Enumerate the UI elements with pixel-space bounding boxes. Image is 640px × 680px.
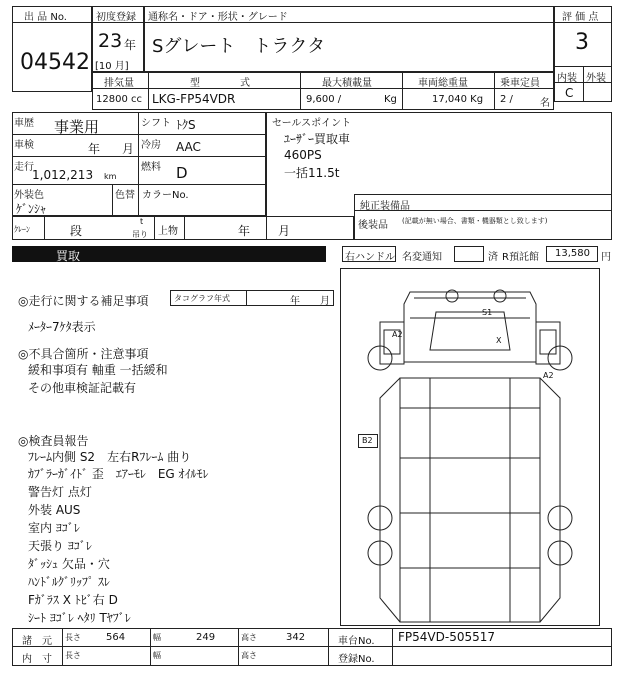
- crane-stage: 段: [70, 224, 83, 238]
- length-label: 長さ: [65, 633, 81, 642]
- purchase-label: 買取: [56, 249, 81, 263]
- height: 342: [286, 632, 306, 643]
- ac-value: AAC: [176, 140, 201, 154]
- model-code: LKG-FP54VDR: [152, 92, 236, 106]
- inspector-line-10: ｼｰﾄ ﾖｺﾞﾚ ﾍﾀﾘ Tﾔﾌﾞﾚ: [28, 611, 131, 625]
- displacement: 12800 cc: [96, 94, 142, 105]
- exterior-label: 外装: [586, 73, 606, 84]
- lot-no-label: 出 品 No.: [24, 12, 67, 23]
- inspector-line-3: 警告灯 点灯: [28, 485, 92, 499]
- color-value: ｹﾞﾝｼｬ: [16, 202, 47, 216]
- shift-label: シフト: [141, 118, 171, 129]
- crane-t: t: [140, 217, 144, 226]
- grade-label: 評 価 点: [562, 12, 599, 23]
- interior-score: C: [565, 86, 574, 100]
- lot-number: 04542: [20, 50, 90, 75]
- inspection-year: 年: [88, 142, 101, 156]
- width-label-2: 幅: [153, 651, 161, 660]
- history-value: 事業用: [54, 118, 100, 136]
- spec-label-maxload: 最大積載量: [322, 78, 372, 89]
- spec-label-gross: 車両総重量: [418, 78, 468, 89]
- reg-no-label: 登録No.: [338, 654, 375, 665]
- spec-label-model: 型 式: [190, 78, 250, 89]
- spec-label-displacement: 排気量: [104, 78, 134, 89]
- model-label: 通称名・ドア・形状・グレード: [148, 12, 288, 23]
- upper-month: 月: [278, 224, 291, 238]
- sales-point-3: 一括11.5t: [284, 166, 340, 180]
- height-label: 高さ: [241, 633, 257, 642]
- color-change-label: 色替: [115, 190, 135, 201]
- first-reg-label: 初度登録: [96, 12, 136, 23]
- mileage-label: 走行: [14, 162, 34, 173]
- gross-weight: 17,040 Kg: [432, 94, 484, 105]
- height-label-2: 高さ: [241, 651, 257, 660]
- color-label: 外装色: [14, 190, 44, 201]
- aftermarket-label: 後装品: [358, 220, 388, 231]
- inspector-line-6: 天張り ﾖｺﾞﾚ: [28, 539, 92, 553]
- inspector-line-1: ﾌﾚｰﾑ内側 S2 左右Rﾌﾚｰﾑ 曲り: [28, 450, 192, 464]
- recycle-unit: 円: [601, 252, 611, 263]
- sales-point-2: 460PS: [284, 148, 322, 162]
- damage-mark-x: X: [496, 336, 502, 345]
- capacity-unit: 名: [540, 98, 550, 109]
- inspector-line-8: ﾊﾝﾄﾞﾙｸﾞﾘｯﾌﾟ ｽﾚ: [28, 575, 110, 589]
- inspector-line-5: 室内 ﾖｺﾞﾚ: [28, 521, 80, 535]
- interior-label: 内装: [557, 73, 577, 84]
- inspector-line-2: ｶﾌﾞﾗｰｶﾞｲﾄﾞ 歪 ｴｱｰﾓﾚ EG ｵｲﾙﾓﾚ: [28, 467, 209, 481]
- mileage-value: 1,012,213: [32, 168, 94, 182]
- name-change-label: 名変通知: [402, 252, 442, 263]
- aftermarket-note: (記載が無い場合、書類・機器類とし致します): [402, 217, 548, 225]
- inspector-line-7: ﾀﾞｯｼｭ 欠品・穴: [28, 557, 110, 571]
- details-box: [12, 112, 266, 216]
- crane-hook: 吊り: [132, 230, 148, 239]
- defects-line-2: その他車検証記載有: [28, 381, 137, 395]
- crane-label: ｸﾚｰﾝ: [14, 225, 30, 234]
- vehicle-name: Sグレート トラクタ: [152, 36, 326, 57]
- steering: 右ハンドル: [345, 252, 395, 263]
- mileage-unit: km: [104, 172, 117, 181]
- spec-label-capacity: 乗車定員: [500, 78, 540, 89]
- inspector-line-4: 外装 AUS: [28, 503, 81, 517]
- interior-dims-label: 内 寸: [22, 654, 52, 665]
- ac-label: 冷房: [141, 140, 161, 151]
- damage-mark-s1: S1: [482, 308, 493, 317]
- upper-year: 年: [238, 224, 251, 238]
- sales-point-label: セールスポイント: [272, 118, 352, 129]
- inspection-label: 車検: [14, 140, 34, 151]
- chassis-no: FP54VD-505517: [398, 630, 495, 644]
- shift-value: ﾄｸS: [176, 118, 196, 132]
- max-load: 9,600 /: [306, 94, 342, 105]
- length-label-2: 長さ: [65, 651, 81, 660]
- factory-option-label: 純正装備品: [360, 201, 410, 212]
- length: 564: [106, 632, 126, 643]
- width-label: 幅: [153, 633, 161, 642]
- running-title: ◎走行に関する補足事項: [18, 294, 149, 308]
- damage-mark-b2-label: B2: [362, 436, 373, 445]
- name-change-box: [454, 246, 484, 262]
- sales-point-1: ﾕｰｻﾞｰ買取車: [284, 132, 351, 146]
- tacho-month: 月: [320, 296, 330, 307]
- recycle-label: R預託館: [502, 252, 539, 263]
- damage-mark-b2: [358, 434, 378, 448]
- inspector-title: ◎検査員報告: [18, 434, 89, 448]
- recycle-amount: 13,580: [555, 248, 590, 259]
- recycle-prefix: 済: [488, 252, 498, 263]
- tacho-label: タコグラフ年式: [174, 294, 230, 303]
- damage-mark-a2-right: A2: [543, 371, 554, 380]
- footer-table: [12, 628, 612, 666]
- reg-year: 23: [98, 30, 123, 52]
- purchase-banner: [12, 246, 326, 262]
- width: 249: [196, 632, 216, 643]
- meter-note: ﾒｰﾀｰ7ｹﾀ表示: [28, 320, 96, 334]
- dims-label: 諸 元: [22, 636, 52, 647]
- grade-score: 3: [575, 30, 589, 55]
- damage-mark-a2-left: A2: [392, 330, 403, 339]
- color-no-label: カラーNo.: [142, 190, 189, 201]
- truck-outline: [340, 268, 600, 626]
- max-load-unit: Kg: [384, 94, 397, 105]
- capacity: 2 /: [500, 94, 513, 105]
- reg-month: [10 月]: [95, 61, 129, 72]
- tacho-year: 年: [290, 296, 300, 307]
- fuel-value: D: [176, 164, 188, 182]
- defects-title: ◎不具合箇所・注意事項: [18, 347, 149, 361]
- history-label: 車歴: [14, 118, 34, 129]
- inspection-month: 月: [122, 142, 135, 156]
- defects-line-1: 緩和事項有 軸重 一括緩和: [28, 363, 168, 377]
- upper-label: 上物: [158, 226, 178, 237]
- reg-year-unit: 年: [124, 38, 137, 52]
- fuel-label: 燃料: [141, 162, 161, 173]
- chassis-label: 車台No.: [338, 636, 375, 647]
- inspector-line-9: Fｶﾞﾗｽ X ﾄﾋﾞ右 D: [28, 593, 118, 607]
